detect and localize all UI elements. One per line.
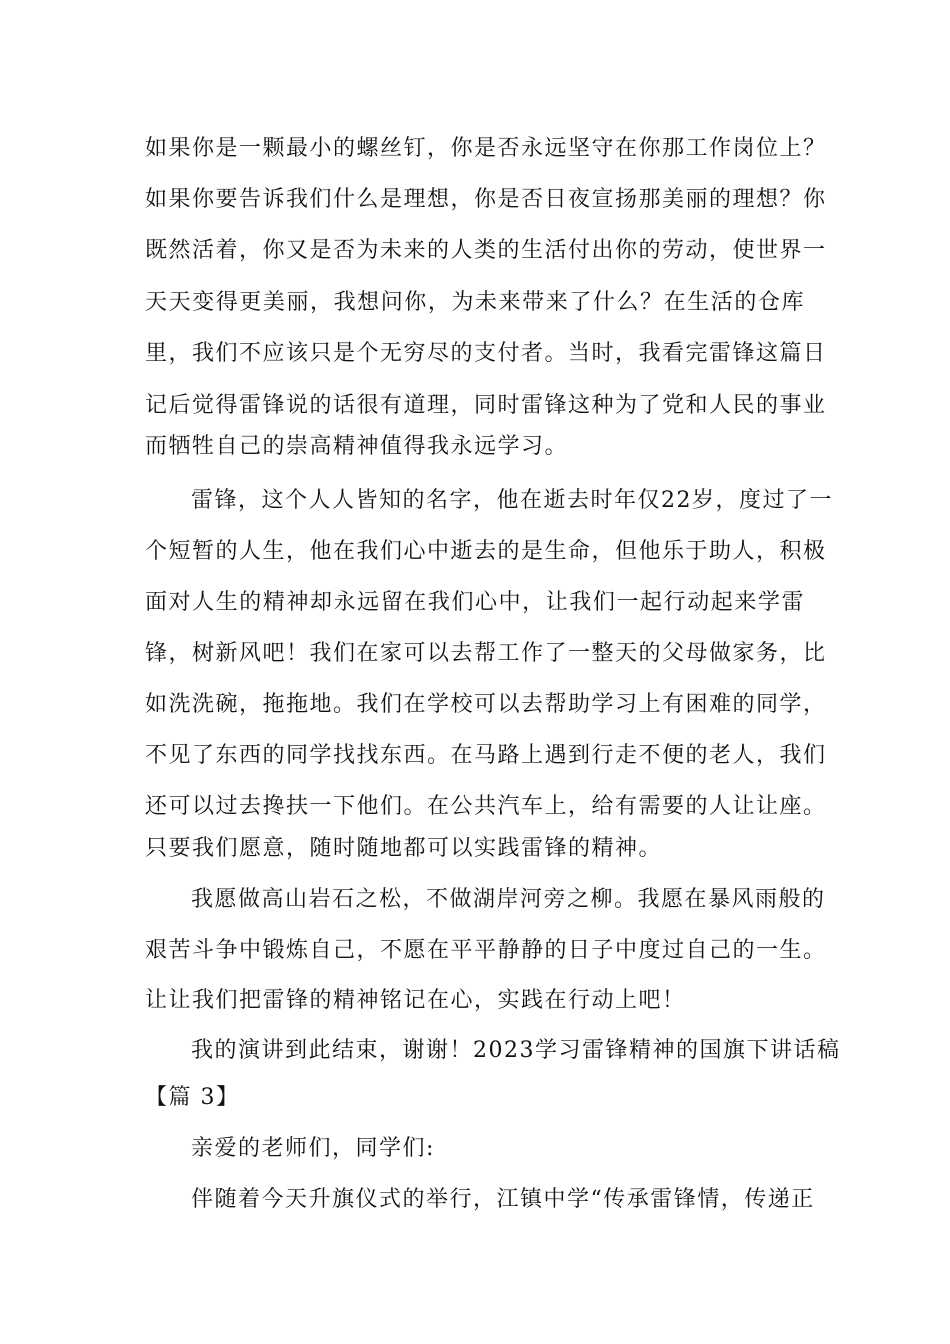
text-line: 如果你要告诉我们什么是理想，你是否日夜宣扬那美丽的理想？你 — [145, 187, 827, 212]
text-line: 雷锋，这个人人皆知的名字，他在逝去时年仅22岁，度过了一 — [191, 488, 833, 513]
text-line: 我愿做高山岩石之松，不做湖岸河旁之柳。我愿在暴风雨般的 — [191, 887, 826, 912]
text-line: 如洗洗碗，拖拖地。我们在学校可以去帮助学习上有困难的同学， — [145, 692, 827, 717]
text-line: 锋，树新风吧！我们在家可以去帮工作了一整天的父母做家务，比 — [145, 641, 827, 666]
text-line: 只要我们愿意，随时随地都可以实践雷锋的精神。 — [145, 836, 663, 861]
text-line: 天天变得更美丽，我想问你，为未来带来了什么？在生活的仓库 — [145, 290, 805, 315]
salutation: 亲爱的老师们，同学们: — [191, 1136, 435, 1161]
text-line: 既然活着，你又是否为未来的人类的生活付出你的劳动，使世界一 — [145, 238, 827, 263]
text-line: 伴随着今天升旗仪式的举行，江镇中学“传承雷锋情，传递正 — [191, 1187, 815, 1212]
text-line: 艰苦斗争中锻炼自己，不愿在平平静静的日子中度过自己的一生。 — [145, 938, 827, 963]
text-line: 个短暂的人生，他在我们心中逝去的是生命，但他乐于助人，积极 — [145, 539, 827, 564]
text-line: 让让我们把雷锋的精神铭记在心，实践在行动上吧！ — [145, 988, 686, 1013]
text-line: 还可以过去搀扶一下他们。在公共汽车上，给有需要的人让让座。 — [145, 794, 827, 819]
text-line: 不见了东西的同学找找东西。在马路上遇到行走不便的老人，我们 — [145, 743, 827, 768]
text-line: 面对人生的精神却永远留在我们心中，让我们一起行动起来学雷 — [145, 590, 805, 615]
section-heading: 【篇 3】 — [145, 1085, 240, 1110]
text-line: 里，我们不应该只是个无穷尽的支付者。当时，我看完雷锋这篇日 — [145, 341, 827, 366]
text-line: 我的演讲到此结束，谢谢！2023学习雷锋精神的国旗下讲话稿 — [191, 1038, 841, 1063]
text-line: 记后觉得雷锋说的话很有道理，同时雷锋这种为了党和人民的事业 — [145, 393, 827, 418]
text-line: 而牺牲自己的崇高精神值得我永远学习。 — [145, 434, 569, 459]
text-line: 如果你是一颗最小的螺丝钉，你是否永远坚守在你那工作岗位上？ — [145, 136, 827, 161]
